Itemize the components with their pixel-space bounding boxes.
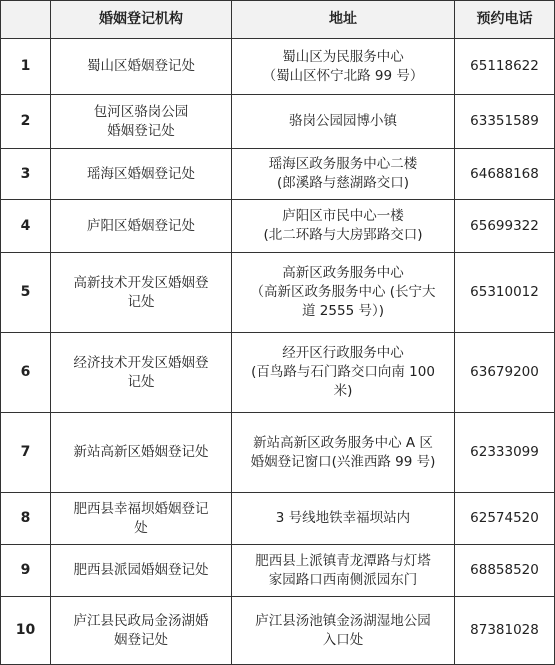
table-row	[1, 333, 555, 413]
registry-office-name	[51, 149, 232, 200]
booking-phone: 64688168	[455, 149, 555, 200]
registry-address	[232, 545, 455, 597]
office-name-line: 处	[134, 519, 148, 536]
address-line: 高新区政务服务中心	[282, 265, 404, 281]
address-line: 瑶海区政务服务中心二楼	[268, 156, 418, 172]
row-index: 8	[1, 493, 51, 545]
address-line: 新站高新区政务服务中心 A 区	[253, 434, 433, 451]
row-index: 1	[1, 39, 51, 95]
registry-address	[232, 493, 455, 545]
table-row	[1, 253, 555, 333]
address-line: 婚姻登记窗口(兴淮西路 99 号)	[250, 453, 436, 470]
address-line: (郎溪路与慈湖路交口)	[276, 175, 410, 191]
registry-office-name	[51, 39, 232, 95]
address-line: 骆岗公园园博小镇	[289, 113, 397, 129]
table-header-row	[1, 1, 555, 39]
booking-phone: 68858520	[455, 545, 555, 597]
table-row	[1, 95, 555, 149]
registry-office-name	[51, 545, 232, 597]
address-line: 道 2555 号）)	[302, 303, 384, 319]
booking-phone: 65118622	[455, 39, 555, 95]
registry-office-name	[51, 413, 232, 493]
row-index: 3	[1, 149, 51, 200]
row-index: 9	[1, 545, 51, 597]
office-name-line: 包河区骆岗公园	[93, 103, 189, 120]
registry-office-name	[51, 597, 232, 665]
office-name-line: 蜀山区婚姻登记处	[87, 58, 195, 74]
registry-address	[232, 253, 455, 333]
office-name-line: 庐阳区婚姻登记处	[87, 217, 195, 234]
address-line: （蜀山区怀宁北路 99 号）	[262, 67, 424, 84]
registry-address	[232, 333, 455, 413]
header-addr: 地址	[232, 1, 455, 39]
address-line: 经开区行政服务中心	[282, 345, 404, 361]
registry-office-name	[51, 253, 232, 333]
address-line: 庐江县汤池镇金汤湖湿地公园	[255, 612, 431, 629]
header-org: 婚姻登记机构	[51, 1, 232, 39]
table-row	[1, 39, 555, 95]
office-name-line: 婚姻登记处	[107, 122, 175, 139]
row-index: 10	[1, 597, 51, 665]
table-row	[1, 413, 555, 493]
office-name-line: 记处	[127, 293, 155, 310]
registry-office-name	[51, 95, 232, 149]
registry-address	[232, 95, 455, 149]
row-index: 5	[1, 253, 51, 333]
header-index	[1, 1, 51, 39]
row-index: 4	[1, 200, 51, 253]
office-name-line: 庐江县民政局金汤湖婚	[73, 612, 209, 629]
row-index: 7	[1, 413, 51, 493]
booking-phone: 87381028	[455, 597, 555, 665]
office-name-line: 新站高新区婚姻登记处	[73, 444, 209, 460]
address-line: (百鸟路与石门路交口向南 100	[251, 364, 435, 380]
address-line: 入口处	[322, 631, 364, 648]
registry-office-name	[51, 493, 232, 545]
registry-address	[232, 149, 455, 200]
table-row	[1, 493, 555, 545]
registry-office-name	[51, 200, 232, 253]
office-name-line: 瑶海区婚姻登记处	[87, 165, 195, 182]
address-line: 蜀山区为民服务中心	[282, 48, 404, 65]
booking-phone: 62574520	[455, 493, 555, 545]
address-line: 米)	[333, 383, 353, 399]
address-line: 3 号线地铁幸福坝站内	[275, 510, 411, 526]
booking-phone: 65310012	[455, 253, 555, 333]
address-line: 庐阳区市民中心一楼	[282, 208, 404, 224]
table-row	[1, 149, 555, 200]
table-row	[1, 200, 555, 253]
table-row	[1, 545, 555, 597]
booking-phone: 63679200	[455, 333, 555, 413]
registry-address	[232, 200, 455, 253]
booking-phone: 65699322	[455, 200, 555, 253]
office-name-line: 姻登记处	[114, 631, 168, 648]
header-phone: 预约电话	[455, 1, 555, 39]
address-line: (北二环路与大房郢路交口)	[263, 227, 423, 243]
office-name-line: 经济技术开发区婚姻登	[73, 354, 209, 371]
row-index: 2	[1, 95, 51, 149]
table-row	[1, 597, 555, 665]
registry-address	[232, 597, 455, 665]
address-line: 肥西县上派镇青龙潭路与灯塔	[255, 552, 431, 569]
address-line: （高新区政务服务中心 (长宁大	[250, 284, 436, 300]
booking-phone: 63351589	[455, 95, 555, 149]
office-name-line: 记处	[127, 373, 155, 390]
office-name-line: 肥西县派园婚姻登记处	[73, 562, 209, 578]
office-name-line: 肥西县幸福坝婚姻登记	[73, 500, 209, 517]
row-index: 6	[1, 333, 51, 413]
office-name-line: 高新技术开发区婚姻登	[73, 274, 209, 291]
registry-address	[232, 413, 455, 493]
registry-address	[232, 39, 455, 95]
address-line: 家园路口西南侧派园东门	[268, 571, 418, 588]
booking-phone: 62333099	[455, 413, 555, 493]
registry-office-name	[51, 333, 232, 413]
